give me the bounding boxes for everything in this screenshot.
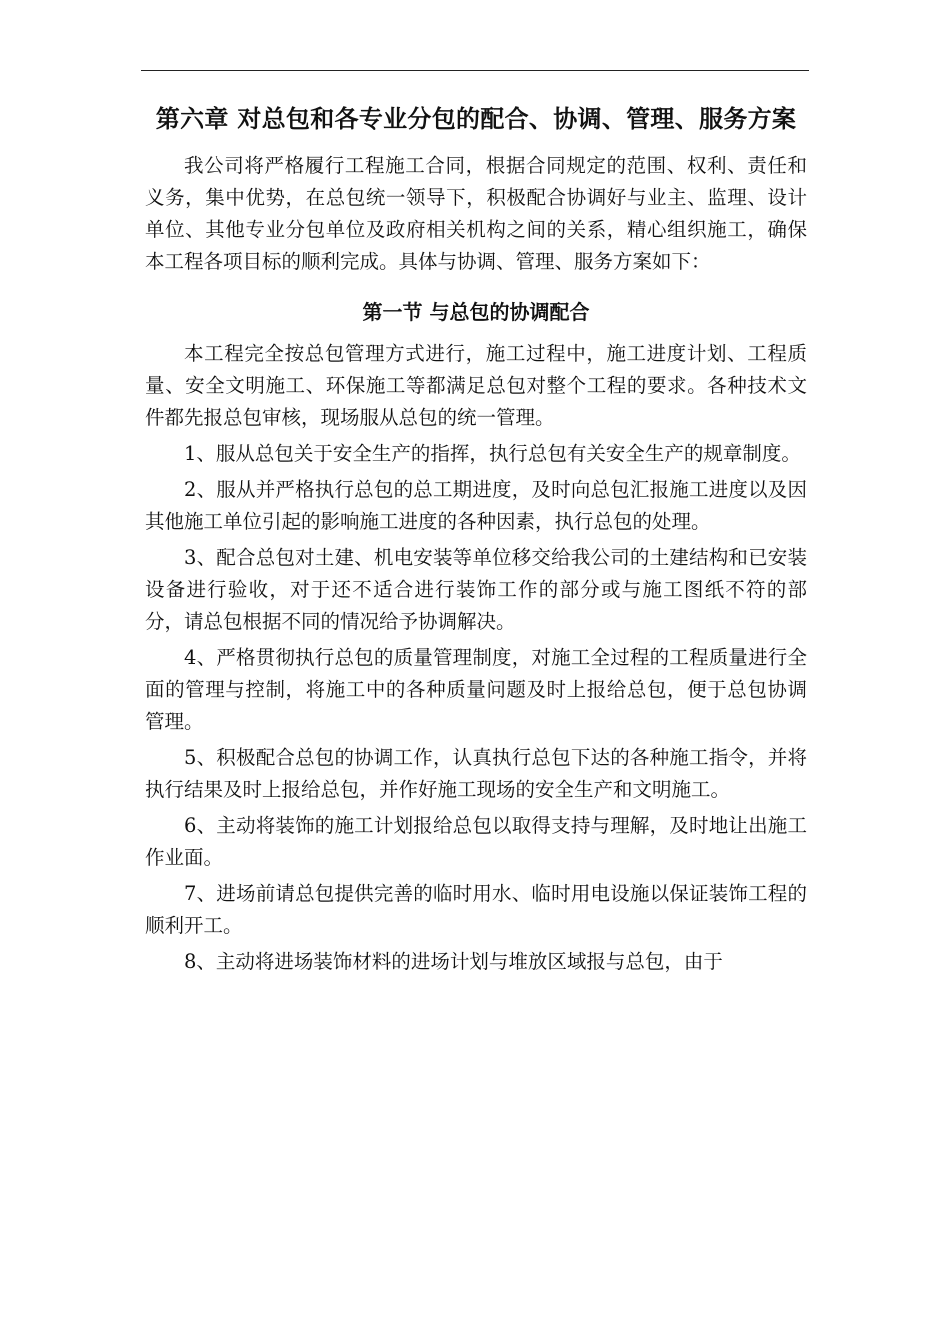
list-item: 4、严格贯彻执行总包的质量管理制度，对施工全过程的工程质量进行全面的管理与控制，将施工中的各种质量问题及时上报给总包，便于总包协调管理。	[145, 646, 807, 733]
intro-paragraph: 我公司将严格履行工程施工合同，根据合同规定的范围、权利、责任和义务，集中优势，在总包统一领导下，积极配合协调好与业主、监理、设计单位、其他专业分包单位及政府相关机构之间的关系，精心组织施工，确保本工程各项目标的顺利完成。具体与协调、管理、服务方案如下：	[145, 154, 807, 273]
list-item: 6、主动将装饰的施工计划报给总包以取得支持与理解，及时地让出施工作业面。	[145, 814, 807, 869]
section-title: 第一节 与总包的协调配合	[362, 300, 590, 324]
list-item: 2、服从并严格执行总包的总工期进度，及时向总包汇报施工进度以及因其他施工单位引起的影响施工进度的各种因素，执行总包的处理。	[145, 478, 807, 533]
list-item: 3、配合总包对土建、机电安装等单位移交给我公司的土建结构和已安装设备进行验收，对于还不适合进行装饰工作的部分或与施工图纸不符的部分，请总包根据不同的情况给予协调解决。	[145, 546, 807, 633]
chapter-title: 第六章 对总包和各专业分包的配合、协调、管理、服务方案	[155, 105, 797, 133]
list-item: 8、主动将进场装饰材料的进场计划与堆放区域报与总包，由于	[184, 950, 723, 973]
list-item: 5、积极配合总包的协调工作，认真执行总包下达的各种施工指令，并将执行结果及时上报给总包，并作好施工现场的安全生产和文明施工。	[145, 746, 807, 801]
list-item: 1、服从总包关于安全生产的指挥，执行总包有关安全生产的规章制度。	[184, 442, 801, 465]
document-body	[145, 92, 807, 982]
section-intro-paragraph: 本工程完全按总包管理方式进行，施工过程中，施工进度计划、工程质量、安全文明施工、环保施工等都满足总包对整个工程的要求。各种技术文件都先报总包审核，现场服从总包的统一管理。	[145, 342, 807, 429]
list-item: 7、进场前请总包提供完善的临时用水、临时用电设施以保证装饰工程的顺利开工。	[145, 882, 807, 937]
header-rule	[141, 70, 809, 71]
